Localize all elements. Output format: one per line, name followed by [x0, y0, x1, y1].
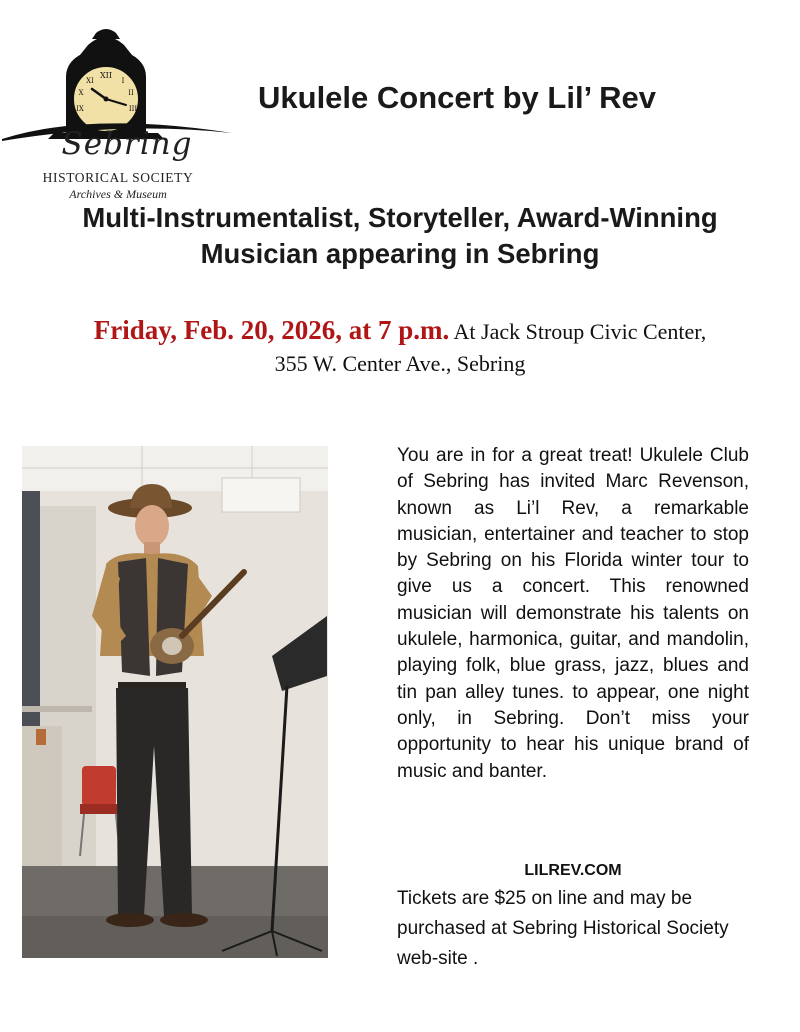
- ticket-info: Tickets are $25 on line and may be purchased at Sebring Historical Society web-site .: [397, 888, 729, 969]
- performer-photo: [22, 446, 328, 958]
- clock-numeral-ix: IX: [76, 105, 84, 113]
- concert-description: [397, 443, 749, 785]
- clock-numeral-xii: XII: [99, 71, 113, 80]
- sebring-historical-society-logo: [0, 15, 235, 201]
- logo-script-name: Sebring: [61, 126, 193, 162]
- description-paragraph: You are in for a great treat! Ukulele Club of Sebring has invited Marc Revenson, known as Li’l Rev, a remarkable musician, entertainer and teacher to stop by Sebring on his Florida winter tour to give us a concert. This renowned musician will demonstrate his talents on ukulele, harmonica, guitar, and mandolin, playing folk, blue grass, jazz, blues and tin pan alley tunes. to appear, one night only, in Sebring. Don’t miss your opportunity to hear his unique brand of music and banter.: [397, 445, 749, 782]
- event-line-1: [0, 314, 800, 348]
- logo-society-name: HISTORICAL SOCIETY: [42, 170, 194, 185]
- clock-numeral-ii: II: [128, 89, 134, 97]
- event-address: 355 W. Center Ave., Sebring: [274, 351, 526, 376]
- page-title: Ukulele Concert by Lil’ Rev: [258, 80, 656, 115]
- event-date-time: Friday, Feb. 20, 2026, at 7 p.m.: [93, 315, 450, 345]
- clock-numeral-xi: XI: [86, 77, 94, 85]
- clock-numeral-x: X: [78, 89, 84, 97]
- clock-numeral-i: I: [121, 77, 125, 85]
- website-link[interactable]: LILREV.COM: [524, 862, 622, 879]
- subtitle: [0, 200, 800, 272]
- clock-numeral-iii: III: [128, 105, 138, 113]
- logo-subline: Archives & Museum: [69, 187, 167, 201]
- subtitle-line-2: Musician appearing in Sebring: [200, 238, 600, 269]
- event-venue: At Jack Stroup Civic Center,: [453, 319, 707, 344]
- subtitle-line-1: Multi-Instrumentalist, Storyteller, Award-Winning: [82, 202, 718, 233]
- event-details: [0, 314, 800, 380]
